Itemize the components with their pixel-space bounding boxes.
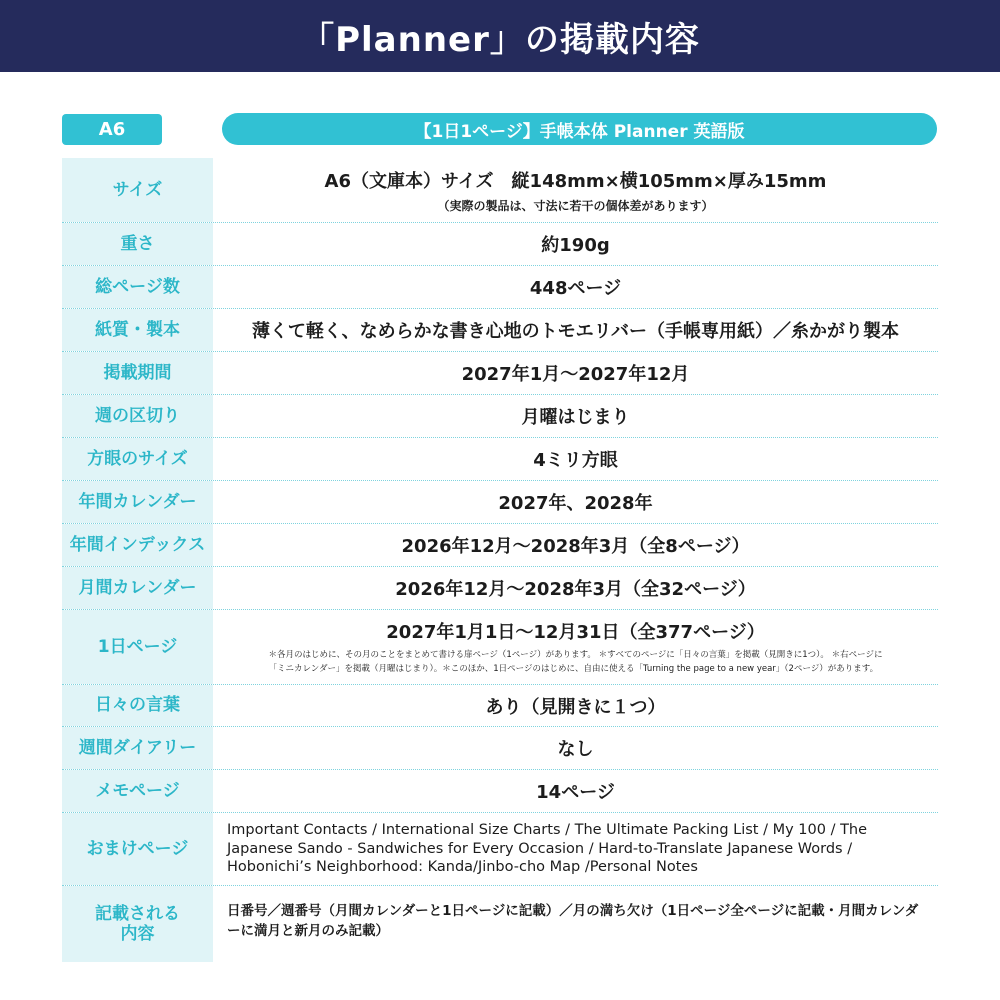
row-value [213, 685, 938, 726]
row-value [213, 770, 938, 812]
row-value [213, 610, 938, 684]
table-row [62, 309, 938, 352]
value-text: 4ミリ方眼 [533, 450, 618, 471]
value-text: 448ページ [529, 278, 622, 299]
table-row [62, 685, 938, 727]
row-value [213, 438, 938, 480]
row-label: 掲載期間 [62, 352, 213, 394]
row-value [213, 727, 938, 769]
row-value [213, 524, 938, 566]
value-text: 2027年、2028年 [498, 493, 653, 514]
product-title: 【1日1ページ】手帳本体 Planner 英語版 [222, 113, 937, 145]
value-text: 約190g [541, 235, 610, 256]
row-value [213, 395, 938, 437]
table-row [62, 610, 938, 685]
spec-table [62, 158, 938, 962]
row-value [213, 481, 938, 523]
row-label: 年間インデックス [62, 524, 213, 566]
row-value [213, 158, 938, 222]
row-label: おまけページ [62, 813, 213, 885]
row-label: 総ページ数 [62, 266, 213, 308]
value-text: 2026年12月〜2028年3月（全32ページ） [395, 579, 756, 600]
value-text: 薄くて軽く、なめらかな書き心地のトモエリバー（手帳専用紙）／糸かがり製本 [251, 321, 900, 342]
table-row [62, 886, 938, 962]
row-value [213, 309, 938, 351]
value-text: 14ページ [536, 782, 615, 803]
value-text: Important Contacts / International Size Charts / The Ultimate Packing List / My 100 / The Japanese Sando - Sandwiches for Every Occasion / Hard-to-Translate Japanese Words / Hobonichi’s Neighborhood: Kanda/Jinbo-cho Map /Personal Notes [227, 821, 868, 876]
value-note: ＊各月のはじめに、その月のことをまとめて書ける扉ページ（1ページ）があります。 ＊すべてのページに「日々の言葉」を掲載（見開きに1つ）。 ＊右ページに [268, 650, 883, 661]
value-note: 「ミニカレンダー」を掲載（月曜はじまり）。＊このほか、1日ページのはじめに、自由に使える「Turning the page to a new year」（2ページ）があります。 [268, 663, 879, 674]
table-row [62, 813, 938, 886]
value-text: 2027年1月1日〜12月31日（全377ページ） [386, 622, 765, 644]
format-badge: A6 [62, 114, 162, 145]
table-row [62, 395, 938, 438]
table-row [62, 524, 938, 567]
table-row [62, 438, 938, 481]
row-label: 年間カレンダー [62, 481, 213, 523]
table-row [62, 352, 938, 395]
row-label: 週の区切り [62, 395, 213, 437]
value-text: 2027年1月〜2027年12月 [461, 364, 690, 385]
row-value [213, 352, 938, 394]
row-value [213, 886, 938, 962]
table-row [62, 481, 938, 524]
row-label: サイズ [62, 158, 213, 222]
value-text: A6（文庫本）サイズ 縦148mm×横105mm×厚み15mm [324, 170, 827, 192]
table-row [62, 567, 938, 610]
table-row [62, 770, 938, 813]
header-banner [0, 0, 1000, 72]
row-value [213, 813, 938, 885]
row-label: 記載される 内容 [62, 886, 213, 962]
row-label: 重さ [62, 223, 213, 265]
table-row [62, 223, 938, 266]
value-text: なし [557, 739, 594, 760]
row-value [213, 223, 938, 265]
value-text: 日番号／週番号（月間カレンダーと1日ページに記載）／月の満ち欠け（1日ページ全ページに記載・月間カレンダーに満月と新月のみ記載） [227, 903, 919, 939]
table-row [62, 727, 938, 770]
value-text: 月曜はじまり [521, 407, 630, 428]
row-label: 1日ページ [62, 610, 213, 684]
row-label: 紙質・製本 [62, 309, 213, 351]
page-title: 「Planner」の掲載内容 [300, 19, 700, 60]
row-value [213, 266, 938, 308]
table-row [62, 158, 938, 223]
row-label: 月間カレンダー [62, 567, 213, 609]
table-row [62, 266, 938, 309]
row-label: 方眼のサイズ [62, 438, 213, 480]
value-text: あり（見開きに１つ） [485, 696, 666, 718]
value-text: 2026年12月〜2028年3月（全8ページ） [401, 536, 750, 557]
row-label: メモページ [62, 770, 213, 812]
row-label: 週間ダイアリー [62, 727, 213, 769]
row-value [213, 567, 938, 609]
row-label: 日々の言葉 [62, 685, 213, 726]
value-note: （実際の製品は、寸法に若干の個体差があります） [437, 198, 714, 213]
